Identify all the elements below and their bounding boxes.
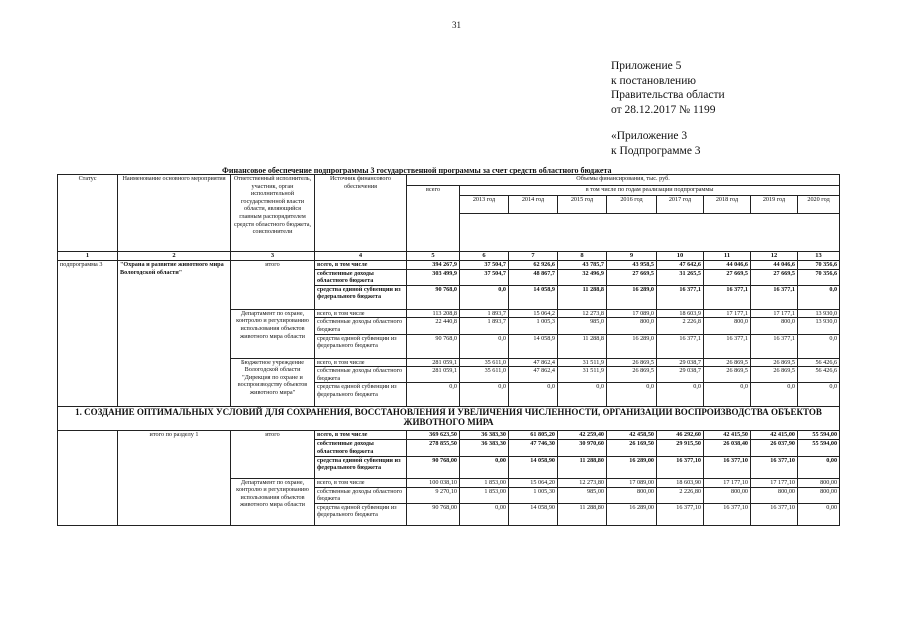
value-cell: 43 958,5 xyxy=(607,261,657,270)
value-cell: 16 289,00 xyxy=(607,503,657,525)
value-cell: 0,00 xyxy=(460,503,509,525)
value-cell: 12 273,80 xyxy=(558,478,607,487)
event-name-cell: итого по разделу 1 xyxy=(118,431,231,525)
source-cell: всего, в том числе xyxy=(315,478,407,487)
value-cell: 1 005,30 xyxy=(509,487,558,503)
value-cell: 0,0 xyxy=(607,383,657,407)
value-cell: 278 855,50 xyxy=(407,440,460,456)
value-cell: 0,0 xyxy=(460,285,509,309)
value-cell: 35 611,0 xyxy=(460,358,509,367)
header-year: 2013 год xyxy=(460,196,509,214)
value-cell: 16 377,1 xyxy=(657,334,704,358)
column-number: 2 xyxy=(118,252,231,261)
value-cell: 56 426,6 xyxy=(798,367,840,383)
source-cell: собственные доходы областного бюджета xyxy=(315,367,407,383)
header-year: 2017 год xyxy=(657,196,704,214)
value-cell: 0,0 xyxy=(751,383,798,407)
value-cell: 27 669,5 xyxy=(607,269,657,285)
source-cell: средства единой субвенции из федерального бюджета xyxy=(315,285,407,309)
executor-cell: Бюджетное учреждение Вологодской области "Дирекция по охране и воспроизводству объектов животного мира" xyxy=(231,358,315,407)
value-cell: 31 511,9 xyxy=(558,358,607,367)
value-cell: 26 869,5 xyxy=(704,367,751,383)
value-cell: 16 377,10 xyxy=(704,503,751,525)
value-cell: 17 177,10 xyxy=(751,478,798,487)
value-cell: 15 064,2 xyxy=(509,309,558,318)
source-cell: средства единой субвенции из федерального бюджета xyxy=(315,334,407,358)
value-cell: 113 208,8 xyxy=(407,309,460,318)
column-number: 10 xyxy=(657,252,704,261)
value-cell: 48 867,7 xyxy=(509,269,558,285)
value-cell: 30 970,60 xyxy=(558,440,607,456)
column-number: 9 xyxy=(607,252,657,261)
header-year: 2014 год xyxy=(509,196,558,214)
value-cell: 31 265,5 xyxy=(657,269,704,285)
value-cell: 37 504,7 xyxy=(460,261,509,270)
source-cell: средства единой субвенции из федерального бюджета xyxy=(315,383,407,407)
value-cell: 35 611,0 xyxy=(460,367,509,383)
annex-line: Приложение 5 xyxy=(611,60,682,72)
value-cell: 16 377,10 xyxy=(657,503,704,525)
value-cell: 47 862,4 xyxy=(509,358,558,367)
value-cell: 26 037,90 xyxy=(751,440,798,456)
header-source: Источник финансового обеспечения xyxy=(315,175,407,252)
column-number: 6 xyxy=(460,252,509,261)
value-cell: 100 038,10 xyxy=(407,478,460,487)
value-cell: 0,0 xyxy=(460,383,509,407)
value-cell: 37 504,7 xyxy=(460,269,509,285)
table-row xyxy=(58,431,840,440)
event-name-cell: "Охрана и развитие животного мира Вологодской области" xyxy=(118,261,231,407)
value-cell: 0,0 xyxy=(798,383,840,407)
value-cell: 800,0 xyxy=(751,318,798,334)
value-cell: 61 805,20 xyxy=(509,431,558,440)
financing-table xyxy=(57,174,840,526)
value-cell: 2 226,80 xyxy=(657,487,704,503)
value-cell: 0,0 xyxy=(798,285,840,309)
value-cell: 11 288,80 xyxy=(558,503,607,525)
value-cell: 16 289,0 xyxy=(607,285,657,309)
value-cell: 47 862,4 xyxy=(509,367,558,383)
executor-cell: итого xyxy=(231,261,315,310)
value-cell: 17 177,10 xyxy=(704,478,751,487)
value-cell: 26 169,50 xyxy=(607,440,657,456)
value-cell: 26 869,5 xyxy=(751,367,798,383)
source-cell: средства единой субвенции из федерального бюджета xyxy=(315,503,407,525)
value-cell: 26 869,5 xyxy=(607,358,657,367)
value-cell: 27 669,5 xyxy=(751,269,798,285)
value-cell: 800,00 xyxy=(798,478,840,487)
value-cell: 42 259,40 xyxy=(558,431,607,440)
value-cell: 17 177,1 xyxy=(704,309,751,318)
value-cell: 90 768,00 xyxy=(407,456,460,478)
value-cell: 55 594,00 xyxy=(798,440,840,456)
value-cell: 0,0 xyxy=(798,334,840,358)
value-cell: 12 273,8 xyxy=(558,309,607,318)
value-cell: 14 058,90 xyxy=(509,456,558,478)
value-cell: 16 377,10 xyxy=(751,503,798,525)
value-cell: 47 642,6 xyxy=(657,261,704,270)
source-cell: всего, в том числе xyxy=(315,309,407,318)
annex-line: к постановлению xyxy=(611,74,696,87)
value-cell: 0,0 xyxy=(558,383,607,407)
header-year: 2016 год xyxy=(607,196,657,214)
source-cell: средства единой субвенции из федерального бюджета xyxy=(315,456,407,478)
page-number: 31 xyxy=(452,20,461,30)
header-volumes: Объемы финансирования, тыс. руб. xyxy=(407,175,840,186)
value-cell: 22 440,8 xyxy=(407,318,460,334)
value-cell: 0,00 xyxy=(798,456,840,478)
source-cell: собственные доходы областного бюджета xyxy=(315,487,407,503)
header-year: 2018 год xyxy=(704,196,751,214)
value-cell: 90 768,0 xyxy=(407,285,460,309)
value-cell: 0,0 xyxy=(509,383,558,407)
value-cell: 2 226,8 xyxy=(657,318,704,334)
value-cell: 1 853,00 xyxy=(460,487,509,503)
value-cell: 47 746,30 xyxy=(509,440,558,456)
value-cell: 29 038,7 xyxy=(657,358,704,367)
value-cell: 800,00 xyxy=(751,487,798,503)
value-cell: 29 038,7 xyxy=(657,367,704,383)
value-cell: 800,00 xyxy=(704,487,751,503)
value-cell: 43 785,7 xyxy=(558,261,607,270)
table-row xyxy=(58,261,840,270)
status-cell xyxy=(58,431,118,525)
value-cell: 70 356,6 xyxy=(798,261,840,270)
value-cell: 90 768,00 xyxy=(407,503,460,525)
value-cell: 0,0 xyxy=(704,383,751,407)
value-cell: 42 458,50 xyxy=(607,431,657,440)
value-cell: 985,00 xyxy=(558,487,607,503)
column-number: 1 xyxy=(58,252,118,261)
section-title: 1. СОЗДАНИЕ ОПТИМАЛЬНЫХ УСЛОВИЙ ДЛЯ СОХРАНЕНИЯ, ВОССТАНОВЛЕНИЯ И УВЕЛИЧЕНИЯ ЧИСЛЕННОСТИ, ОРГАНИЗАЦИИ ВОСПРОИЗВОДСТВА ОБЪЕКТОВ ЖИВОТНОГО МИРА xyxy=(58,407,840,431)
value-cell: 13 930,0 xyxy=(798,309,840,318)
value-cell: 27 669,5 xyxy=(704,269,751,285)
value-cell: 800,00 xyxy=(798,487,840,503)
value-cell: 1 005,3 xyxy=(509,318,558,334)
source-cell: всего, в том числе xyxy=(315,261,407,270)
value-cell: 26 869,5 xyxy=(607,367,657,383)
value-cell: 800,00 xyxy=(607,487,657,503)
value-cell: 18 603,90 xyxy=(657,478,704,487)
header-year: 2020 год xyxy=(798,196,840,214)
annex-line: Правительства области xyxy=(611,89,725,101)
header-year: 2015 год xyxy=(558,196,607,214)
header-name: Наименование основного мероприятия xyxy=(118,175,231,252)
value-cell: 14 058,9 xyxy=(509,285,558,309)
value-cell: 14 058,9 xyxy=(509,334,558,358)
value-cell: 281 059,1 xyxy=(407,367,460,383)
value-cell: 29 915,50 xyxy=(657,440,704,456)
value-cell: 44 046,6 xyxy=(704,261,751,270)
value-cell: 9 270,10 xyxy=(407,487,460,503)
value-cell: 42 415,50 xyxy=(704,431,751,440)
column-number: 12 xyxy=(751,252,798,261)
value-cell: 26 038,40 xyxy=(704,440,751,456)
value-cell: 14 058,90 xyxy=(509,503,558,525)
value-cell: 11 288,80 xyxy=(558,456,607,478)
value-cell: 16 377,1 xyxy=(704,334,751,358)
value-cell: 0,0 xyxy=(657,383,704,407)
value-cell: 0,0 xyxy=(460,334,509,358)
executor-cell: Департамент по охране, контролю и регулированию использования объектов животного мира области xyxy=(231,309,315,358)
column-number: 13 xyxy=(798,252,840,261)
value-cell: 36 383,30 xyxy=(460,440,509,456)
value-cell: 42 415,00 xyxy=(751,431,798,440)
value-cell: 46 292,60 xyxy=(657,431,704,440)
value-cell: 32 496,9 xyxy=(558,269,607,285)
value-cell: 44 046,6 xyxy=(751,261,798,270)
value-cell: 0,0 xyxy=(407,383,460,407)
header-total: всего xyxy=(407,186,460,252)
source-cell: собственные доходы областного бюджета xyxy=(315,440,407,456)
source-cell: собственные доходы областного бюджета xyxy=(315,318,407,334)
value-cell: 16 377,10 xyxy=(704,456,751,478)
value-cell: 36 383,30 xyxy=(460,431,509,440)
value-cell: 16 377,1 xyxy=(704,285,751,309)
executor-cell: Департамент по охране, контролю и регулированию использования объектов животного мира области xyxy=(231,478,315,525)
value-cell: 800,0 xyxy=(704,318,751,334)
value-cell: 369 623,50 xyxy=(407,431,460,440)
value-cell: 303 499,9 xyxy=(407,269,460,285)
value-cell: 17 177,1 xyxy=(751,309,798,318)
value-cell: 394 267,9 xyxy=(407,261,460,270)
value-cell: 16 377,10 xyxy=(657,456,704,478)
column-number: 3 xyxy=(231,252,315,261)
value-cell: 16 289,0 xyxy=(607,334,657,358)
value-cell: 11 288,8 xyxy=(558,334,607,358)
value-cell: 16 377,1 xyxy=(657,285,704,309)
value-cell: 26 869,5 xyxy=(704,358,751,367)
source-cell: всего, в том числе xyxy=(315,431,407,440)
value-cell: 62 926,6 xyxy=(509,261,558,270)
value-cell: 1 853,00 xyxy=(460,478,509,487)
value-cell: 16 289,00 xyxy=(607,456,657,478)
column-number: 8 xyxy=(558,252,607,261)
value-cell: 16 377,1 xyxy=(751,334,798,358)
value-cell: 0,00 xyxy=(798,503,840,525)
annex-line: «Приложение 3 xyxy=(611,130,688,142)
source-cell: всего, в том числе xyxy=(315,358,407,367)
value-cell: 17 089,0 xyxy=(607,309,657,318)
annex-line: от 28.12.2017 № 1199 xyxy=(611,103,716,116)
column-number: 11 xyxy=(704,252,751,261)
annex-header xyxy=(611,59,725,158)
header-executor: Ответственный исполнитель, участник, орган исполнительной государственной власти области, являющийся главным распорядителем средств областного бюджета, соисполнители xyxy=(231,175,315,252)
value-cell: 985,0 xyxy=(558,318,607,334)
value-cell: 11 288,8 xyxy=(558,285,607,309)
value-cell: 0,00 xyxy=(460,456,509,478)
value-cell: 55 594,00 xyxy=(798,431,840,440)
table-title: Финансовое обеспечение подпрограммы 3 государственной программы за счет средств областного бюджета xyxy=(222,166,612,175)
value-cell: 56 426,6 xyxy=(798,358,840,367)
value-cell: 1 893,7 xyxy=(460,309,509,318)
value-cell: 281 059,1 xyxy=(407,358,460,367)
column-number: 7 xyxy=(509,252,558,261)
value-cell: 31 511,9 xyxy=(558,367,607,383)
header-year: 2019 год xyxy=(751,196,798,214)
value-cell: 17 089,00 xyxy=(607,478,657,487)
header-status: Статус xyxy=(58,175,118,252)
column-number: 5 xyxy=(407,252,460,261)
source-cell: собственные доходы областного бюджета xyxy=(315,269,407,285)
column-number: 4 xyxy=(315,252,407,261)
value-cell: 70 356,6 xyxy=(798,269,840,285)
annex-line: к Подпрограмме 3 xyxy=(611,144,701,157)
value-cell: 26 869,5 xyxy=(751,358,798,367)
value-cell: 90 768,0 xyxy=(407,334,460,358)
value-cell: 13 930,0 xyxy=(798,318,840,334)
value-cell: 18 603,9 xyxy=(657,309,704,318)
value-cell: 16 377,1 xyxy=(751,285,798,309)
value-cell: 1 893,7 xyxy=(460,318,509,334)
value-cell: 16 377,10 xyxy=(751,456,798,478)
status-cell: подпрограмма 3 xyxy=(58,261,118,407)
header-by-years: в том числе по годам реализации подпрограммы xyxy=(460,186,840,196)
value-cell: 800,0 xyxy=(607,318,657,334)
value-cell: 15 064,20 xyxy=(509,478,558,487)
executor-cell: итого xyxy=(231,431,315,478)
